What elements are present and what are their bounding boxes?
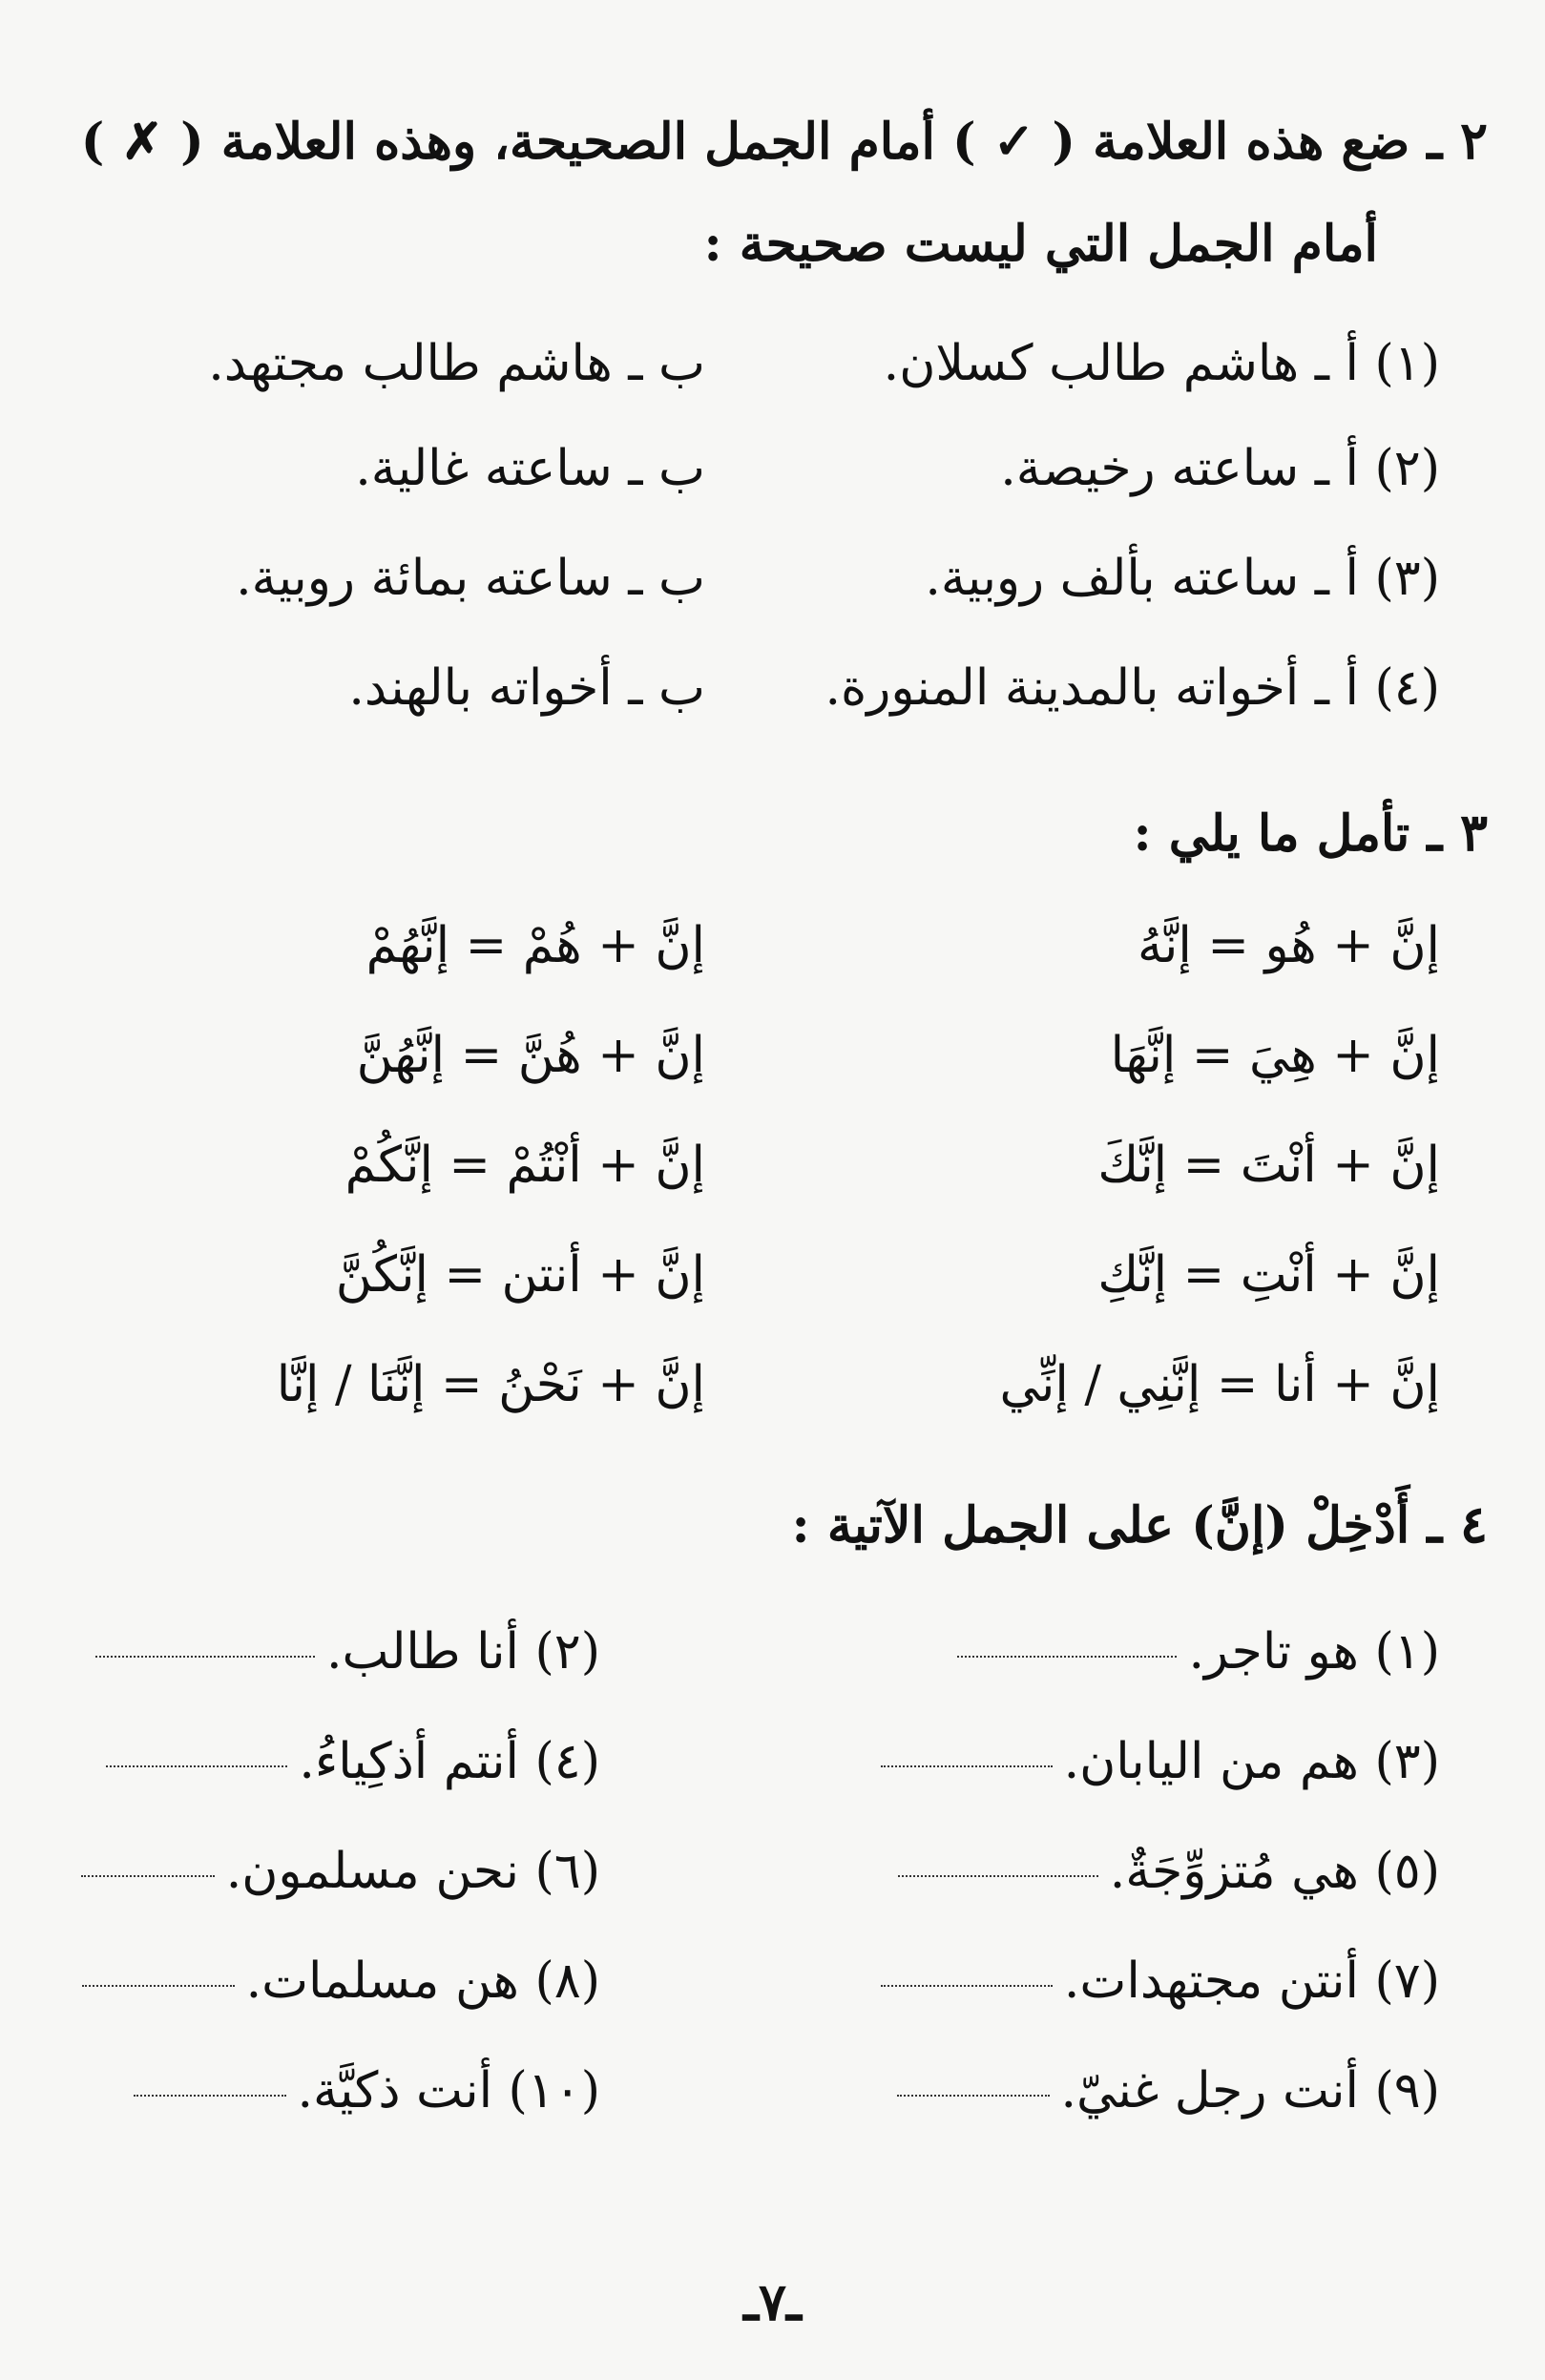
section4-item7-text: (٧) أنتن مجتهدات. — [1063, 1952, 1440, 2010]
section3-heading — [1133, 802, 1488, 864]
section2-row2-b: ب ـ ساعته غالية. — [355, 440, 705, 497]
section2-instruction-line2: أمام الجمل التي ليست صحيحة : — [703, 215, 1378, 273]
section4-number: ٤ ـ — [1427, 1493, 1488, 1555]
answer-blank — [106, 1764, 287, 1767]
section4-item9 — [886, 2061, 1440, 2120]
section4-item8-text: (٨) هن مسلمات. — [245, 1952, 600, 2010]
section3-row2-a: إنَّ + هِيَ = إنَّهَا — [1110, 1027, 1440, 1084]
section3-row4-b: إنَّ + أنتن = إنَّكُنَّ — [335, 1246, 705, 1304]
section3-row1-a: إنَّ + هُو = إنَّهُ — [1138, 917, 1440, 974]
section2-row1-a: (١) أ ـ هاشم طالب كسلان. — [883, 335, 1440, 392]
answer-blank — [81, 1873, 215, 1877]
section4-item6 — [70, 1842, 600, 1901]
section4-item2-text: (٢) أنا طالب. — [325, 1623, 600, 1681]
section4-item6-text: (٦) نحن مسلمون. — [225, 1843, 600, 1900]
section4-item4-text: (٤) أنتم أذكِياءُ. — [299, 1733, 600, 1790]
section2-instruction-text: ضع هذه العلامة ( ✓ ) أمام الجمل الصحيحة، وهذه العلامة ( ✗ ) — [80, 113, 1410, 171]
section4-item5-text: (٥) هي مُتزوِّجَةٌ. — [1109, 1843, 1440, 1900]
answer-blank — [881, 1983, 1053, 1987]
section2-row4-a: (٤) أ ـ أخواته بالمدينة المنورة. — [825, 659, 1440, 717]
section2-instruction-line1 — [81, 110, 1488, 172]
page-number: ـ٧ـ — [743, 2271, 802, 2332]
answer-blank — [881, 1764, 1053, 1767]
section3-row5-a: إنَّ + أنا = إنَّنِي / إنِّي — [999, 1356, 1440, 1413]
section2-number: ٢ ـ — [1427, 110, 1488, 171]
section3-row2-b: إنَّ + هُنَّ = إنَّهُنَّ — [356, 1027, 705, 1084]
section4-item10-text: (١٠) أنت ذكيَّة. — [297, 2062, 600, 2119]
section3-row3-b: إنَّ + أنْتُمْ = إنَّكُمْ — [344, 1137, 705, 1194]
section2-row4-b: ب ـ أخواته بالهند. — [348, 659, 705, 717]
section4-item8 — [71, 1952, 600, 2011]
section4-item2 — [84, 1622, 600, 1681]
section4-item3-text: (٣) هم من اليابان. — [1063, 1733, 1440, 1790]
section4-item4 — [94, 1732, 600, 1791]
answer-blank — [898, 1873, 1098, 1877]
answer-blank — [82, 1983, 235, 1987]
section3-number: ٣ ـ — [1427, 802, 1488, 863]
section2-row2-a: (٢) أ ـ ساعته رخيصة. — [1000, 440, 1440, 497]
section4-item10 — [122, 2061, 601, 2120]
answer-blank — [897, 2093, 1050, 2097]
section3-row4-a: إنَّ + أنْتِ = إنَّكِ — [1097, 1246, 1440, 1304]
section4-title: أَدْخِلْ (إنَّ) على الجمل الآتية : — [791, 1496, 1410, 1555]
section2-row3-a: (٣) أ ـ ساعته بألف روبية. — [925, 550, 1440, 607]
section4-item9-text: (٩) أنت رجل غنيّ. — [1060, 2062, 1440, 2119]
answer-blank — [957, 1654, 1177, 1658]
section3-title: تأمل ما يلي : — [1133, 804, 1410, 863]
section3-row5-b: إنَّ + نَحْنُ = إنَّنَا / إنَّا — [276, 1356, 705, 1413]
section4-item5 — [887, 1842, 1440, 1901]
section4-item7 — [869, 1952, 1440, 2011]
answer-blank — [134, 2093, 286, 2097]
section4-heading — [792, 1493, 1488, 1555]
section4-item1 — [946, 1622, 1440, 1681]
section2-row3-b: ب ـ ساعته بمائة روبية. — [236, 550, 705, 607]
answer-blank — [95, 1654, 315, 1658]
section4-item3 — [869, 1732, 1440, 1791]
section3-row1-b: إنَّ + هُمْ = إنَّهُمْ — [365, 917, 705, 974]
section4-item1-text: (١) هو تاجر. — [1188, 1623, 1440, 1681]
section3-row3-a: إنَّ + أنْتَ = إنَّكَ — [1097, 1137, 1440, 1194]
section2-row1-b: ب ـ هاشم طالب مجتهد. — [208, 335, 705, 392]
